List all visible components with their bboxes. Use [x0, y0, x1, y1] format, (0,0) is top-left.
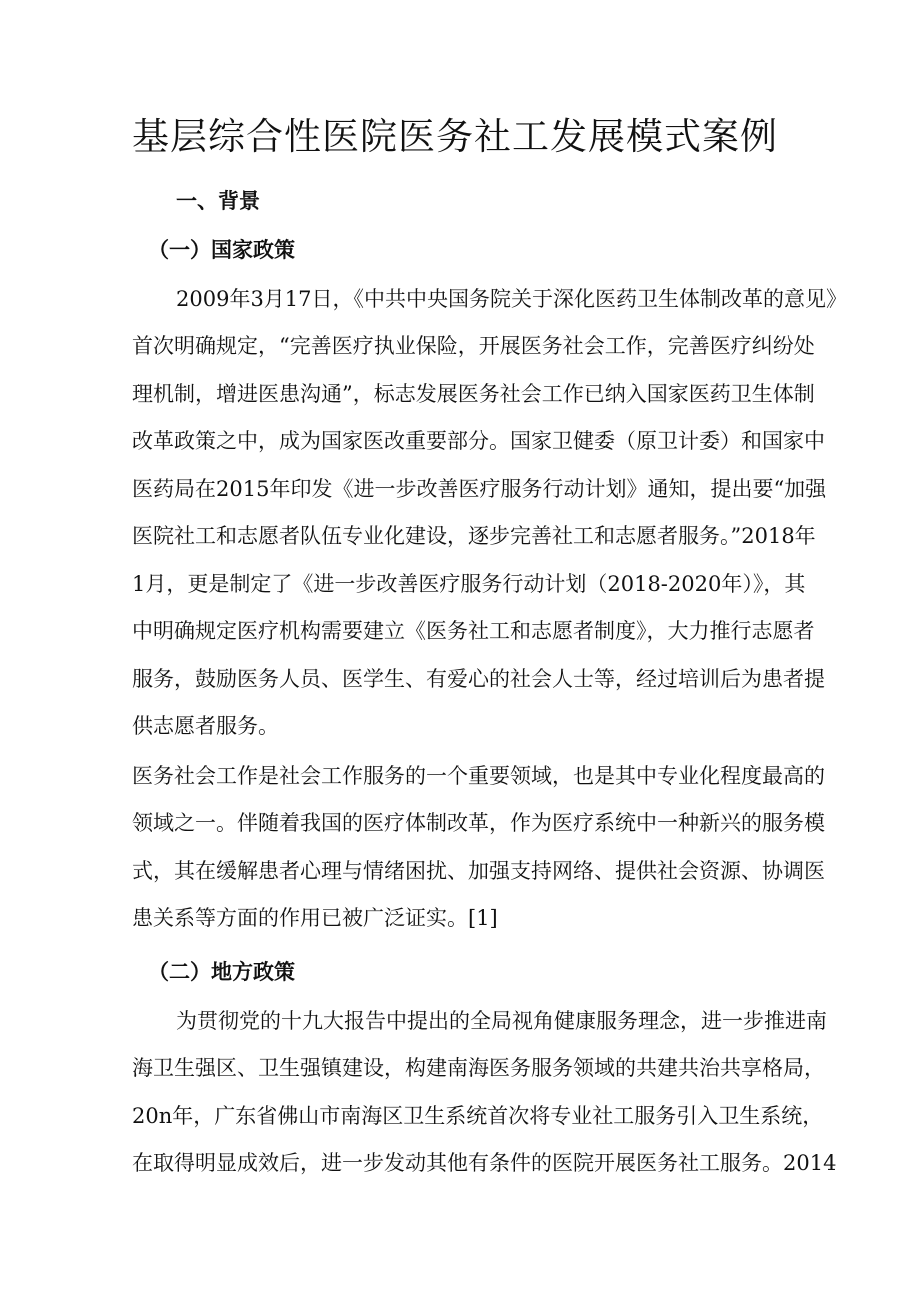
text-line: 海卫生强区、卫生强镇建设，构建南海医务服务领域的共建共治共享格局，	[132, 1056, 825, 1080]
text-line: 在取得明显成效后，进一步发动其他有条件的医院开展医务社工服务。2014	[132, 1151, 837, 1175]
text-line: 改革政策之中，成为国家医改重要部分。国家卫健委（原卫计委）和国家中	[132, 429, 825, 453]
text-line: 20n年，广东省佛山市南海区卫生系统首次将专业社工服务引入卫生系统，	[132, 1104, 824, 1128]
text-line: 为贯彻党的十九大报告中提出的全局视角健康服务理念，进一步推进南	[176, 1009, 827, 1033]
subsection-heading-local-policy: （二）地方政策	[148, 959, 295, 984]
text-line: 1月，更是制定了《进一步改善医疗服务行动计划（2018-2020年）》，其	[132, 572, 806, 596]
text-line: 领域之一。伴随着我国的医疗体制改革，作为医疗系统中一种新兴的服务模	[132, 811, 825, 835]
text-line: 医院社工和志愿者队伍专业化建设，逐步完善社工和志愿者服务。”2018年	[132, 524, 816, 548]
document-title: 基层综合性医院医务社工发展模式案例	[132, 115, 778, 158]
text-line: 式，其在缓解患者心理与情绪困扰、加强支持网络、提供社会资源、协调医	[132, 859, 825, 883]
section-heading-background: 一、背景	[176, 188, 260, 213]
text-line: 2009年3月17日，《中共中央国务院关于深化医药卫生体制改革的意见》	[176, 287, 848, 311]
text-line: 首次明确规定，“完善医疗执业保险，开展医务社会工作，完善医疗纠纷处	[132, 334, 815, 358]
text-line: 中明确规定医疗机构需要建立《医务社工和志愿者制度》，大力推行志愿者	[132, 619, 815, 643]
text-line: 服务，鼓励医务人员、医学生、有爱心的社会人士等，经过培训后为患者提	[132, 667, 825, 691]
text-line: 患关系等方面的作用已被广泛证实。[1]	[132, 906, 498, 930]
text-line: 供志愿者服务。	[132, 714, 279, 738]
text-line: 医务社会工作是社会工作服务的一个重要领域，也是其中专业化程度最高的	[132, 764, 825, 788]
text-line: 医药局在2015年印发《进一步改善医疗服务行动计划》通知，提出要“加强	[132, 477, 827, 501]
text-line: 理机制，增进医患沟通”，标志发展医务社会工作已纳入国家医药卫生体制	[132, 382, 815, 406]
subsection-heading-national-policy: （一）国家政策	[148, 237, 295, 262]
